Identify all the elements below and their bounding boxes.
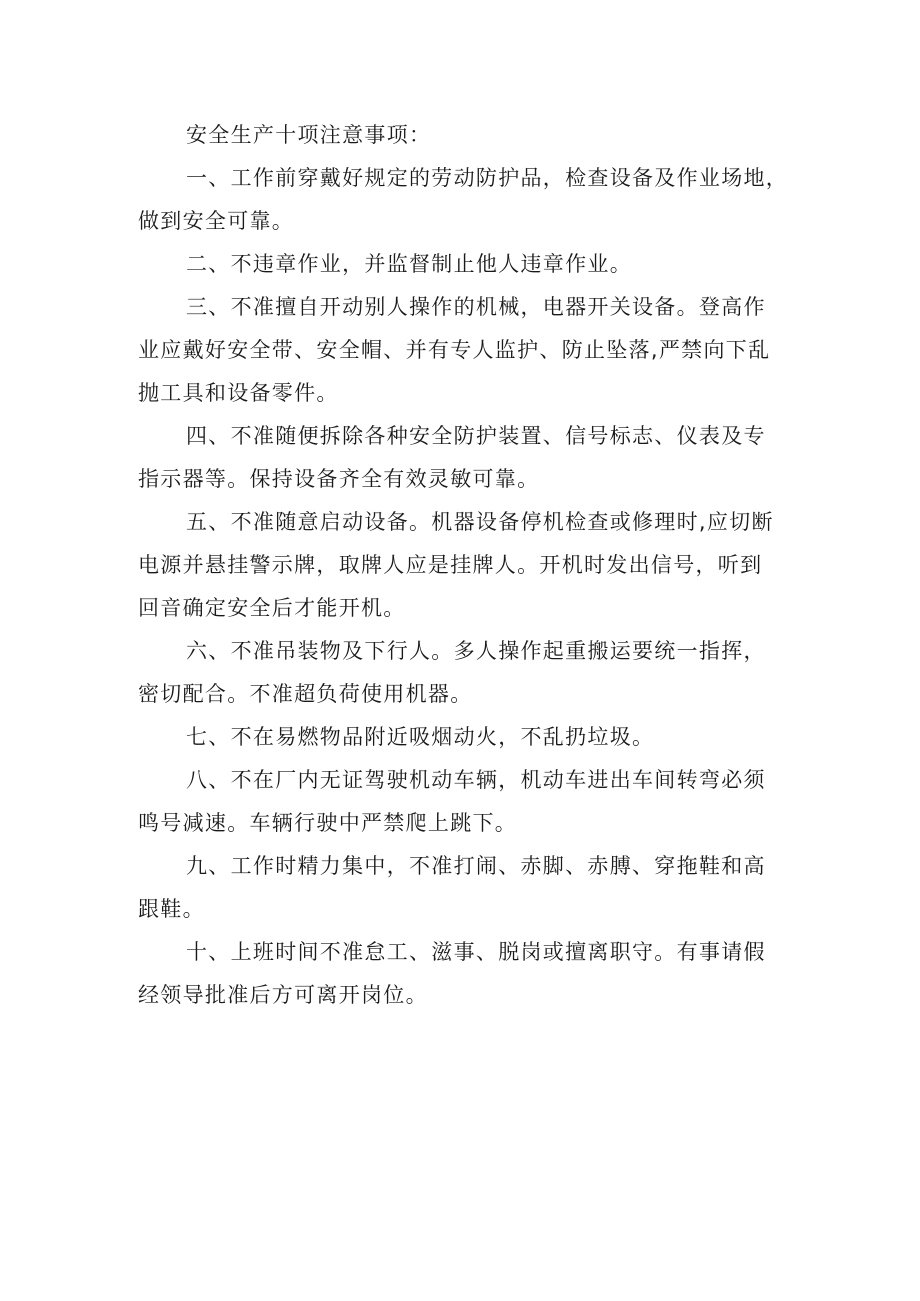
rule-item-5: [138, 501, 798, 630]
rule-line: 经领导批准后方可离开岗位。: [138, 983, 428, 1007]
rule-line: 一、工作前穿戴好规定的劳动防护品，检查设备及作业场地，: [186, 166, 789, 190]
rule-line: 七、不在易燃物品附近吸烟动火，不乱扔垃圾。: [186, 725, 655, 749]
rule-line: 四、不准随便拆除各种安全防护装置、信号标志、仪表及专: [186, 424, 766, 448]
rule-line: 抛工具和设备零件。: [138, 381, 339, 405]
rule-item-9: [138, 845, 798, 931]
document-heading: [138, 114, 798, 157]
rule-line: 电源并悬挂警示牌，取牌人应是挂牌人。开机时发出信号，听到: [138, 553, 763, 577]
heading-line: 安全生产十项注意事项：: [186, 123, 432, 147]
rule-line: 六、不准吊装物及下行人。多人操作起重搬运要统一指挥，: [186, 639, 766, 663]
rule-item-8: [138, 759, 798, 845]
rule-line: 回音确定安全后才能开机。: [138, 596, 406, 620]
rule-line: 做到安全可靠。: [138, 209, 295, 233]
rule-item-6: [138, 630, 798, 716]
rule-line: 二、不违章作业，并监督制止他人违章作业。: [186, 252, 632, 276]
rule-line: 八、不在厂内无证驾驶机动车辆，机动车进出车间转弯必须: [186, 768, 766, 792]
rule-item-10: [138, 931, 798, 1017]
rule-line: 指示器等。保持设备齐全有效灵敏可靠。: [138, 467, 540, 491]
rule-item-4: [138, 415, 798, 501]
rule-line: 三、不准擅自开动别人操作的机械，电器开关设备。登高作: [186, 295, 766, 319]
rule-item-3: [138, 286, 798, 415]
document-body: [138, 114, 798, 1017]
rule-line: 九、工作时精力集中，不准打闹、赤脚、赤膊、穿拖鞋和高: [186, 854, 766, 878]
rule-line: 密切配合。不准超负荷使用机器。: [138, 682, 473, 706]
rule-line: 业应戴好安全带、安全帽、并有专人监护、防止坠落,严禁向下乱: [138, 338, 771, 362]
rule-line: 鸣号减速。车辆行驶中严禁爬上跳下。: [138, 811, 518, 835]
rule-line: 五、不准随意启动设备。机器设备停机检查或修理时,应切断: [186, 510, 774, 534]
rule-line: 跟鞋。: [138, 897, 205, 921]
rule-item-1: [138, 157, 798, 243]
rule-line: 十、上班时间不准怠工、滋事、脱岗或擅离职守。有事请假: [186, 940, 766, 964]
rule-item-2: [138, 243, 798, 286]
rule-item-7: [138, 716, 798, 759]
